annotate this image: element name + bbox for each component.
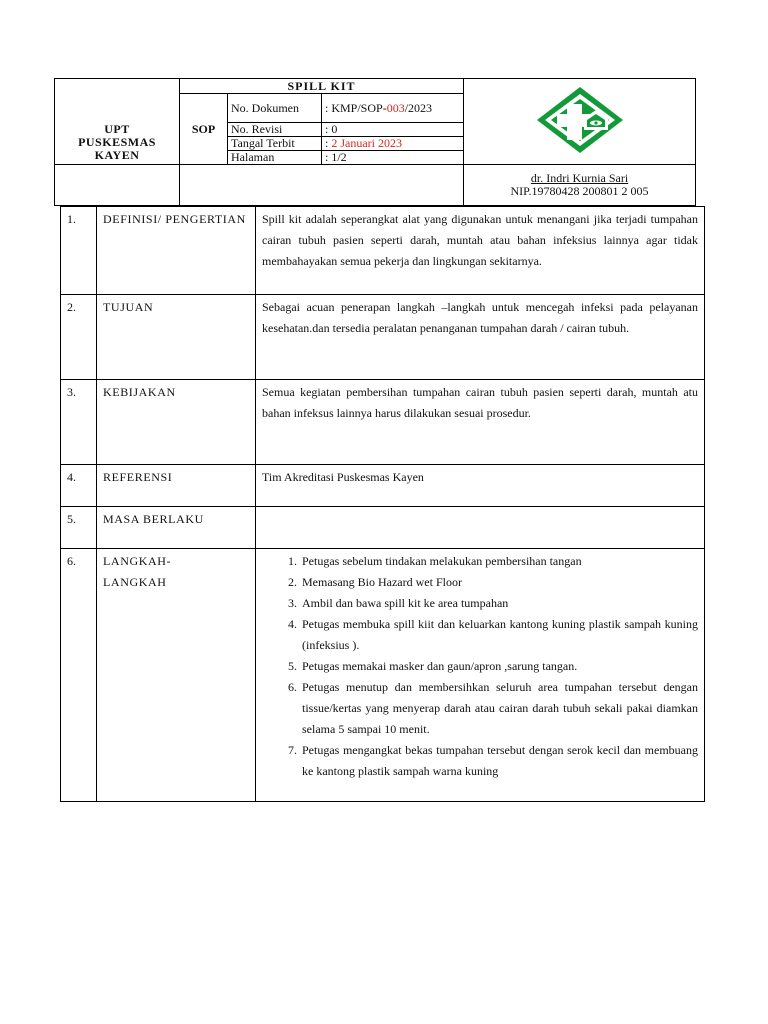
list-item: 6. Petugas menutup dan membersihkan seluruh area tumpahan tersebut dengan tissue/kertas yang menyerap darah atau cairan darah tubuh sekali pakai diamkan selama 5 sampai 10 menit. [300, 677, 698, 740]
section-number: 5. [61, 507, 97, 549]
document-title: SPILL KIT [180, 79, 464, 94]
sop-label: SOP [180, 94, 228, 165]
field-value-tanggal-terbit: : 2 Januari 2023 [322, 137, 464, 151]
section-row [61, 295, 705, 380]
section-label [97, 549, 256, 802]
section-row [61, 207, 705, 295]
list-item: 3. Ambil dan bawa spill kit ke area tumpahan [300, 593, 698, 614]
section-text: Semua kegiatan pembersihan tumpahan cairan tubuh pasien seperti darah, muntah atu bahan infeksus lainnya harus dilakukan sesuai prosedur. [256, 380, 705, 465]
signatory-nip: NIP.19780428 200801 2 005 [510, 184, 649, 198]
puskesmas-logo-icon [534, 85, 626, 155]
section-text: Sebagai acuan penerapan langkah –langkah untuk mencegah infeksi pada pelayanan kesehatan.dan tersedia peralatan penanganan tumpahan darah / cairan tubuh. [256, 295, 705, 380]
signatory-name: dr. Indri Kurnia Sari [530, 171, 629, 185]
section-number: 1. [61, 207, 97, 295]
section-label: DEFINISI/ PENGERTIAN [97, 207, 256, 295]
section-label: REFERENSI [97, 465, 256, 507]
section-text: Spill kit adalah seperangkat alat yang digunakan untuk menangani jika terjadi tumpahan cairan tubuh pasien seperti darah, muntah atau bahan infeksius lainnya agar tidak membahayakan semua pekerja dan lingkungan sekitarnya. [256, 207, 705, 295]
org-name: UPT PUSKESMAS KAYEN [78, 122, 156, 162]
section-label: KEBIJAKAN [97, 380, 256, 465]
section-label: TUJUAN [97, 295, 256, 380]
section-label-text: LANGKAH-LANGKAH [103, 554, 172, 589]
org-name-cell [55, 79, 180, 165]
section-text: Tim Akreditasi Puskesmas Kayen [256, 465, 705, 507]
section-text [256, 507, 705, 549]
section-number: 6. [61, 549, 97, 802]
field-label-halaman: Halaman [228, 151, 322, 165]
section-row [61, 465, 705, 507]
org-name-spacer [55, 165, 180, 206]
list-item: 5. Petugas memakai masker dan gaun/apron ,sarung tangan. [300, 656, 698, 677]
field-value-no-dokumen: : KMP/SOP-003/2023 [322, 94, 464, 123]
field-label-tanggal-terbit: Tangal Terbit [228, 137, 322, 151]
list-item: 7. Petugas mengangkat bekas tumpahan tersebut dengan serok kecil dan membuang ke kantong plastik sampah warna kuning [300, 740, 698, 782]
section-label: MASA BERLAKU [97, 507, 256, 549]
field-label-no-dokumen: No. Dokumen [228, 94, 322, 123]
header-table [54, 78, 696, 206]
section-row [61, 549, 705, 802]
logo-cell [464, 79, 696, 165]
list-item: 2. Memasang Bio Hazard wet Floor [300, 572, 698, 593]
field-value-halaman: : 1/2 [322, 151, 464, 165]
section-row [61, 380, 705, 465]
steps-cell [256, 549, 705, 802]
section-row [61, 507, 705, 549]
list-item: 4. Petugas membuka spill kiit dan keluarkan kantong kuning plastik sampah kuning (infeksius ). [300, 614, 698, 656]
signatory-cell [464, 165, 696, 206]
list-item: 1. Petugas sebelum tindakan melakukan pembersihan tangan [300, 551, 698, 572]
field-label-no-revisi: No. Revisi [228, 123, 322, 137]
empty-middle-cell [180, 165, 464, 206]
field-value-no-revisi: : 0 [322, 123, 464, 137]
steps-list [262, 551, 698, 782]
section-number: 2. [61, 295, 97, 380]
section-number: 3. [61, 380, 97, 465]
sop-body-table [60, 206, 705, 802]
section-number: 4. [61, 465, 97, 507]
